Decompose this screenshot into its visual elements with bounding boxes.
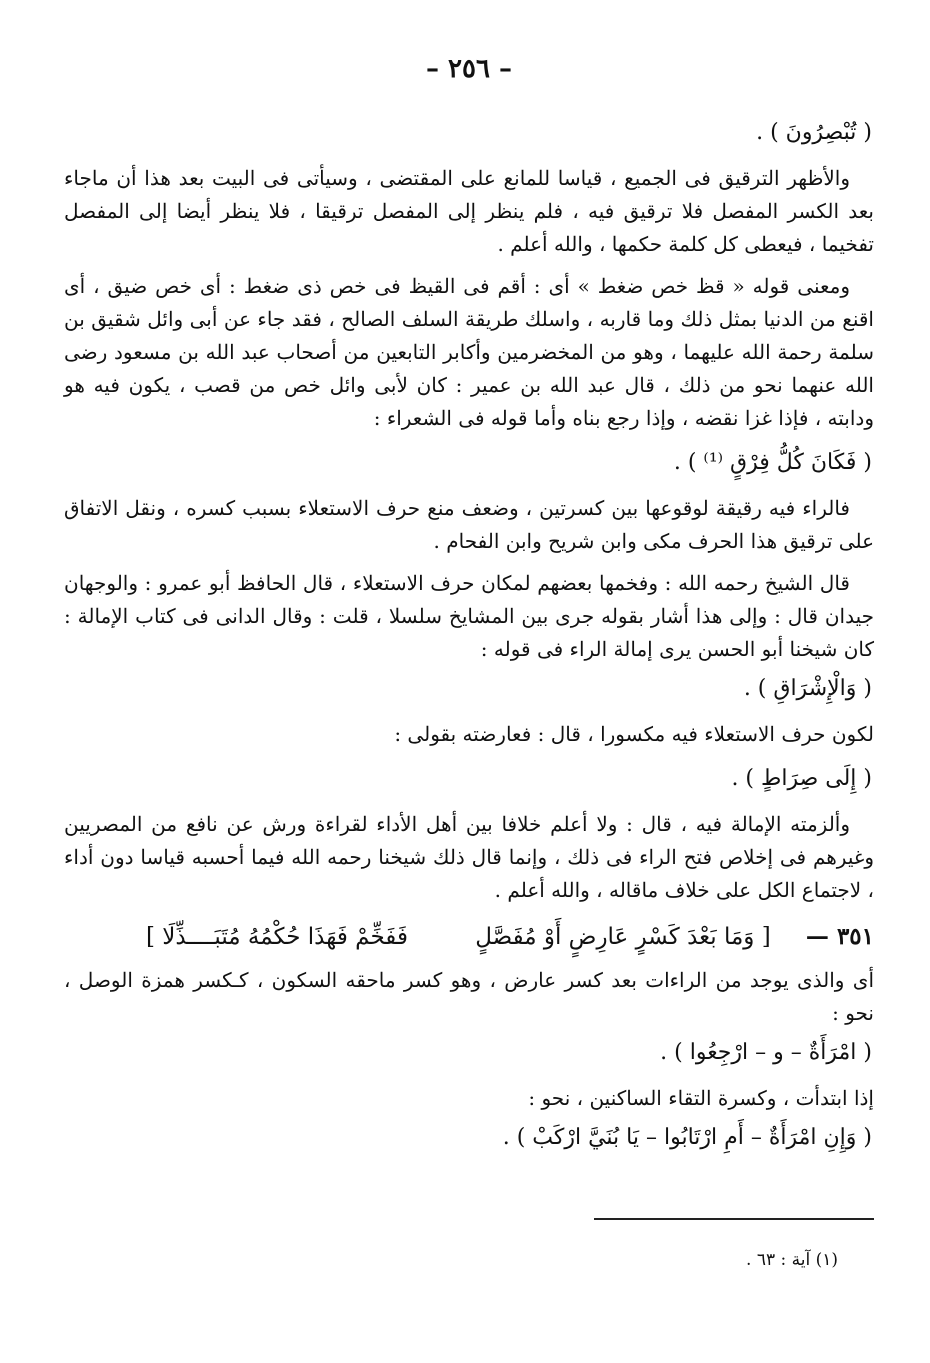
poem-verse <box>64 916 874 958</box>
quran-quote: ( إِلَى صِرَاطٍ ) . <box>731 766 872 791</box>
footnote-divider <box>594 1218 874 1220</box>
quran-quote: ( وَإِنِ امْرَأَةٌ – أَمِ ارْتَابُوا – يَا بُنَيَّ ارْكَبْ ) . <box>502 1125 872 1150</box>
page-body <box>64 114 874 1157</box>
verse-second-hemistich: فَفَخِّمْ فَهَذَا حُكْمُهُ مُتَبَــــذِّلَا ] <box>145 924 408 950</box>
paragraph: وألزمته الإمالة فيه ، قال : ولا أعلم خلافا بين أهل الأداء لقراءة ورش عن نافع من المصريين وغيرهم فى إخلاص فتح الراء فى ذلك ، وإنما قال ذلك شيخنا رحمه الله فيما أحسبه قياسا دون أداء ، لاجتماع الكل على خلاف ماقاله ، والله أعلم . <box>64 812 874 902</box>
paragraph: قال الشيخ رحمه الله : وفخمها بعضهم لمكان حرف الاستعلاء ، قال الحافظ أبو عمرو : والوجهان جيدان قال : وإلى هذا أشار بقوله جرى بين المشايخ سلسلا ، قلت : وقال الدانى فى كتاب الإمالة : كان شيخنا أبو الحسن يرى إمالة الراء فى قوله : <box>64 571 874 661</box>
quran-quote: ( امْرَأَةٌ – و – ارْجِعُوا ) . <box>660 1040 872 1065</box>
paragraph: أى والذى يوجد من الراءات بعد كسر عارض ، وهو كسر ماحقه السكون ، كـكسر همزة الوصل ، نحو : <box>64 968 874 1025</box>
verse-number: ٣٥١ — <box>805 923 874 950</box>
footnote: (١) آية : ٦٣ . <box>746 1250 838 1270</box>
paragraph: لكون حرف الاستعلاء فيه مكسورا ، قال : فعارضته بقولى : <box>394 722 874 746</box>
paragraph: فالراء فيه رقيقة لوقوعها بين كسرتين ، وضعف منع حرف الاستعلاء بسبب كسره ، ونقل الاتفاق على ترقيق هذا الحرف مكى وابن شريح وابن الفحام . <box>64 496 874 553</box>
quran-quote: ( فَكَانَ كُلُّ فِرْقٍ ⁽¹⁾ ) . <box>673 450 872 475</box>
verse-first-hemistich: [ وَمَا بَعْدَ كَسْرٍ عَارِضٍ أَوْ مُفَصَّلٍ <box>475 924 771 950</box>
quran-quote: ( تُبْصِرُونَ ) . <box>756 120 872 145</box>
page-number: – ٢٥٦ – <box>425 54 513 84</box>
paragraph: ومعنى قوله « قظ خص ضغط » أى : أقم فى القيظ فى خص ذى ضغط : أى خص ضيق ، أى اقنع من الدنيا بمثل ذلك وما قاربه ، واسلك طريقة السلف الصالح ، فقد جاء عن أبى وائل شقيق بن سلمة رحمة الله عليهما ، وهو من المخضرمين وأكابر التابعين من أصحاب عبد الله بن مسعود رضى الله عنهما نحو من ذلك ، قال عبد الله بن عمير : كان لأبى وائل خص من قصب ، يكون فيه هو ودابته ، فإذا غزا نقضه ، وإذا رجع بناه وأما قوله فى الشعراء : <box>64 274 874 430</box>
paragraph: إذا ابتدأت ، وكسرة التقاء الساكنين ، نحو : <box>528 1086 874 1110</box>
paragraph: والأظهر الترقيق فى الجميع ، قياسا للمانع على المقتضى ، وسيأتى فى البيت بعد هذا أن ماجاء بعد الكسر المفصل فلا ترقيق فيه ، فلم ينظر إلى المفصل ترقيقا ، فلا ينظر أيضا إلى المفصل تفخيما ، فيعطى كل كلمة حكمها ، والله أعلم . <box>64 166 874 256</box>
quran-quote: ( وَالْإِشْرَاقِ ) . <box>743 676 872 701</box>
